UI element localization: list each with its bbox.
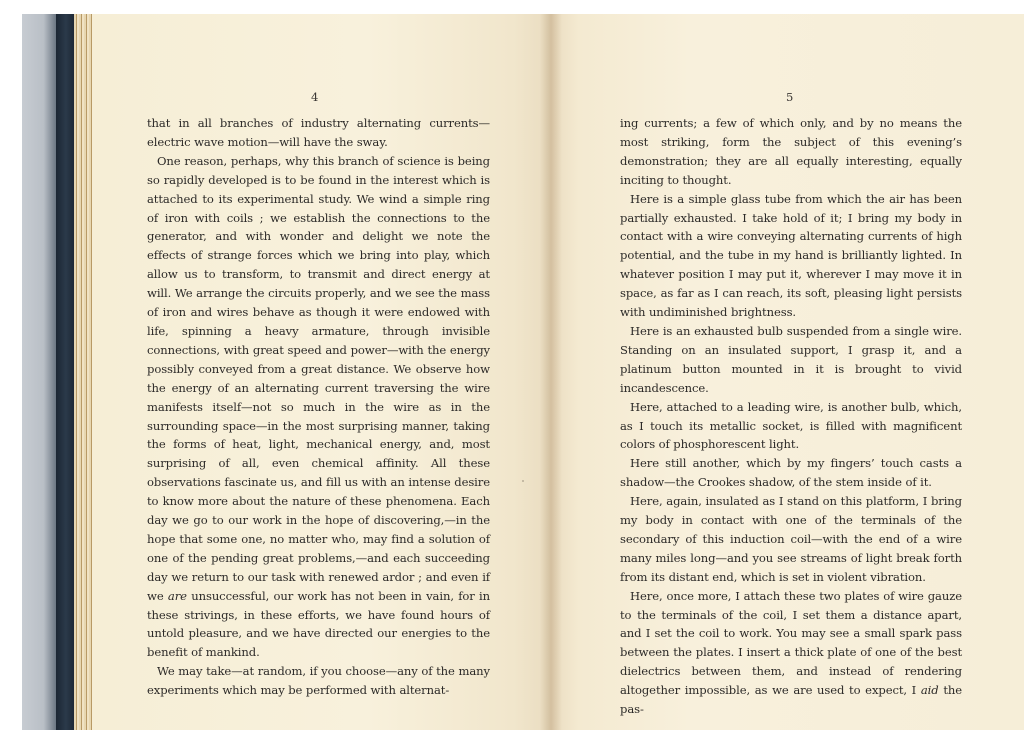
- paragraph: Here, attached to a leading wire, is another bulb, which, as I touch its metallic socket, is filled with magnificent colors of phosphorescent light.: [620, 399, 962, 452]
- right-page-text: [620, 114, 962, 719]
- page-stack-edges: [74, 14, 94, 730]
- paragraph: Here, once more, I attach these two plates of wire gauze to the terminals of the coil, I set them a distance apart, and I set the coil to work. You may see a small spark pass between the plates. I insert a thick plate of one of the best dielectrics between them, and instead of rendering altogether impossible, as we are used to expect, I aid the pas-: [620, 588, 963, 717]
- paragraph: Here is an exhausted bulb suspended from a single wire. Standing on an insulated support, I grasp it, and a platinum button mounted in it is brought to vivid incandescence.: [620, 323, 962, 395]
- scanner-background-edge: [22, 14, 58, 730]
- paragraph: that in all branches of industry alternating currents—electric wave motion—will have the sway.: [147, 116, 490, 149]
- italic-word: are: [167, 588, 187, 603]
- paragraph: Here is a simple glass tube from which the air has been partially exhausted. I take hold of it; I bring my body in contact with a wire conveying alternating currents of high potential, and the tube in my hand is brilliantly lighted. In whatever position I may put it, wherever I may move it in space, as far as I can reach, its soft, pleasing light persists with undiminished brightness.: [620, 191, 962, 320]
- left-page: [92, 14, 550, 730]
- left-page-text: [147, 114, 490, 700]
- paragraph: ing currents; a few of which only, and by no means the most striking, form the subject of this evening’s demonstration; they are all equally interesting, equally inciting to thought.: [620, 116, 962, 187]
- paragraph: One reason, perhaps, why this branch of science is being so rapidly developed is to be found in the interest which is attached to its experimental study. We wind a simple ring of iron with coils ; we establish the connections to the generator, and with wonder and delight we note the effects of strange forces which we bring into play, which allow us to transform, to transmit and direct energy at will. We arrange the circuits properly, and we see the mass of iron and wires behave as though it were endowed with life, spinning a heavy armature, through invisible connections, with great speed and power—with the energy possibly conveyed from a great distance. We observe how the energy of an alternating current traversing the wire manifests itself—not so much in the wire as in the surrounding space—in the most surprising manner, taking the forms of heat, light, mechanical energy, and, most surprising of all, even chemical affinity. All these observations fascinate us, and fill us with an intense desire to know more about the nature of these phenomena. Each day we go to our work in the hope of discovering,—in the hope that some one, no matter who, may find a solution of one of the pending great problems,—and each succeeding day we return to our task with renewed ardor ; and even if we are unsuccessful, our work has not been in vain, for in these strivings, in these efforts, we have found hours of untold pleasure, and we have directed our energies to the benefit of mankind.: [147, 153, 490, 660]
- paragraph: Here still another, which by my fingers’ touch casts a shadow—the Crookes shadow, of the stem inside of it.: [620, 456, 962, 490]
- paper-speck: [522, 480, 524, 482]
- book-cover-edge: [56, 14, 74, 730]
- paragraph: We may take—at random, if you choose—any of the many experiments which may be performed with alternat-: [147, 664, 490, 698]
- page-number-right: 5: [786, 90, 794, 104]
- right-page: [550, 14, 1024, 730]
- book-gutter-shadow: [540, 14, 562, 730]
- italic-word: aid: [920, 683, 939, 698]
- page-number-left: 4: [311, 90, 319, 104]
- paragraph: Here, again, insulated as I stand on this platform, I bring my body in contact with one of the terminals of the secondary of this induction coil—with the end of a wire many miles long—and you see streams of light break forth from its distant end, which is set in violent vibration.: [620, 494, 962, 584]
